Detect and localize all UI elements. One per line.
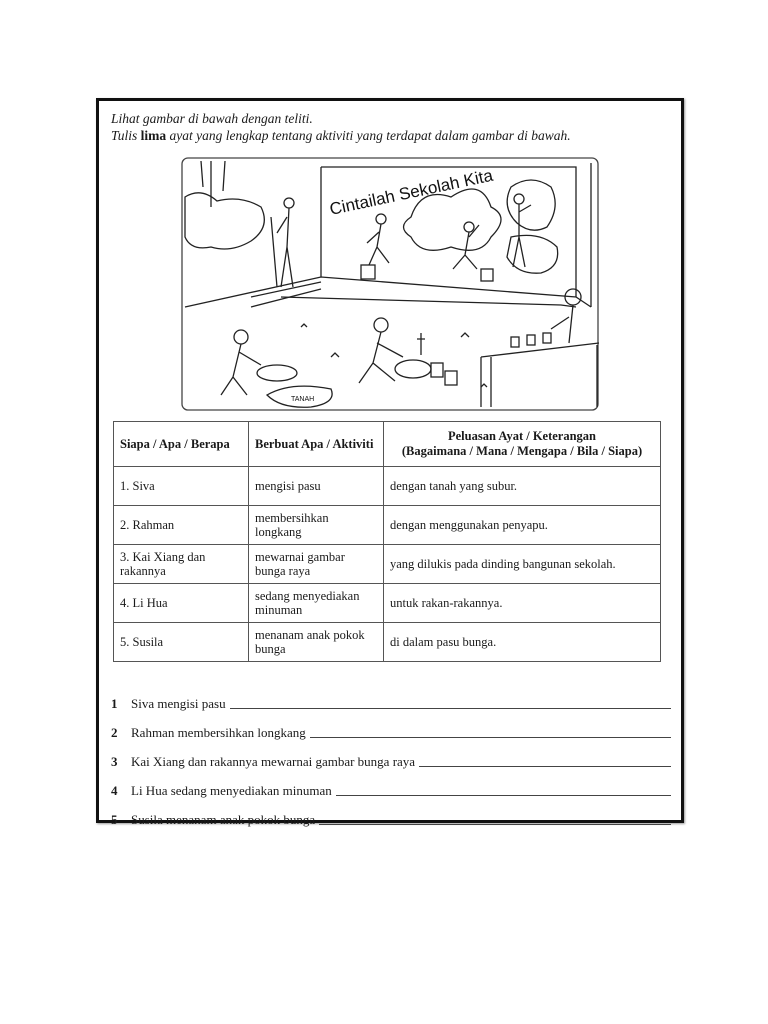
write-line[interactable] [319,823,671,825]
answer-line[interactable] [111,770,671,799]
activity-table [113,421,661,662]
answer-lines [111,683,671,828]
building-base [185,277,591,307]
answer-text: Li Hua sedang menyediakan minuman [131,783,332,798]
school-activities-illustration [181,157,599,411]
instruction-line-2 [111,128,571,144]
banner-text: Cintailah Sekolah Kita [327,165,495,219]
header-who: Siapa / Apa / Berapa [114,422,249,467]
table-header-row [114,422,661,467]
instruction-bold-word: lima [140,128,167,143]
cell-extension: dengan tanah yang subur. [384,467,661,506]
write-line[interactable] [230,707,671,709]
table-row [114,467,661,506]
table-row [114,545,661,584]
answer-text: Susila menanam anak pokok bunga [131,812,316,827]
soil-bag-label: TANAH [291,396,315,403]
instruction-line-1: Lihat gambar di bawah dengan teliti. [111,111,313,126]
cell-extension: dengan menggunakan penyapu. [384,506,661,545]
cell-who: 2. Rahman [114,506,249,545]
drinks-table [481,343,599,407]
table-row [114,623,661,662]
bush-shape [185,193,264,249]
answer-number: 1 [111,696,118,711]
cell-activity: menanam anak pokok bunga [249,623,384,662]
cell-who: 3. Kai Xiang dan rakannya [114,545,249,584]
answer-number: 4 [111,783,118,798]
header-extension-line1: Peluasan Ayat / Keterangan [447,429,597,443]
cell-activity: sedang menyediakan minuman [249,584,384,623]
header-activity: Berbuat Apa / Aktiviti [249,422,384,467]
cell-activity: mewarnai gambar bunga raya [249,545,384,584]
instruction-end: ayat yang lengkap tentang aktiviti yang terdapat dalam gambar di bawah. [169,128,571,143]
answer-text: Siva mengisi pasu [131,696,226,711]
cell-extension: untuk rakan-rakannya. [384,584,661,623]
answer-line[interactable] [111,799,671,828]
write-line[interactable] [336,794,671,796]
answer-number: 2 [111,725,118,740]
answer-line[interactable] [111,683,671,712]
write-line[interactable] [310,736,671,738]
cell-who: 4. Li Hua [114,584,249,623]
cell-activity: mengisi pasu [249,467,384,506]
answer-text: Kai Xiang dan rakannya mewarnai gambar bunga raya [131,754,416,769]
cell-who: 5. Susila [114,623,249,662]
header-extension [384,422,661,467]
answer-text: Rahman membersihkan longkang [131,725,306,740]
write-line[interactable] [419,765,671,767]
cell-activity: membersihkan longkang [249,506,384,545]
cell-extension: yang dilukis pada dinding bangunan sekolah. [384,545,661,584]
instruction-start: Tulis [111,128,138,143]
answer-number: 5 [111,812,118,827]
table-row [114,506,661,545]
cell-extension: di dalam pasu bunga. [384,623,661,662]
answer-line[interactable] [111,712,671,741]
answer-line[interactable] [111,741,671,770]
table-row [114,584,661,623]
worksheet [96,98,684,827]
header-extension-line2: (Bagaimana / Mana / Mengapa / Bila / Siapa) [401,444,643,458]
cell-who: 1. Siva [114,467,249,506]
answer-number: 3 [111,754,118,769]
